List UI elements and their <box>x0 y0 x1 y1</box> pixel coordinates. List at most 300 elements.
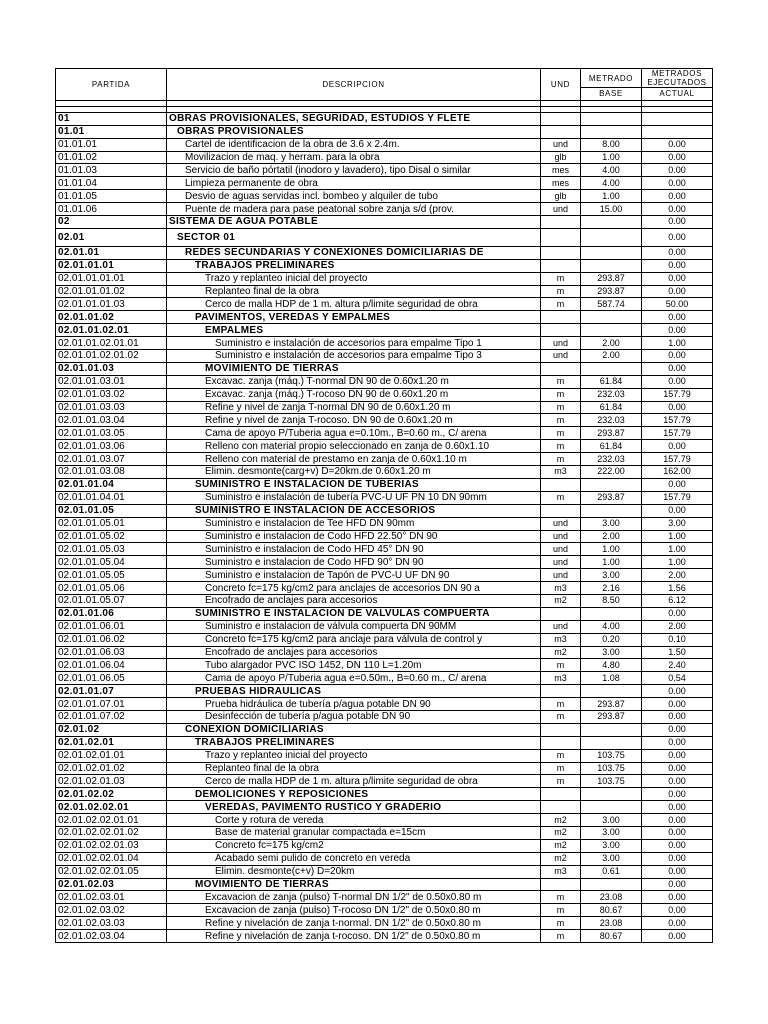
und-cell: m2 <box>541 646 581 659</box>
table-row <box>56 246 713 259</box>
actual-cell: 6.12 <box>642 594 713 607</box>
partida-cell: 01.01 <box>56 125 167 138</box>
base-cell: 103.75 <box>581 762 642 775</box>
descripcion-cell: Refine y nivelación de zanja t-rocoso. DN 1/2" de 0.50x0.80 m <box>167 930 541 943</box>
actual-cell: 0.00 <box>642 788 713 801</box>
und-cell: m3 <box>541 466 581 479</box>
base-cell: 232.03 <box>581 388 642 401</box>
table-row <box>56 852 713 865</box>
und-cell: und <box>541 203 581 216</box>
und-cell: m <box>541 272 581 285</box>
partida-cell: 02.01.01.06.04 <box>56 659 167 672</box>
actual-cell: 0.00 <box>642 814 713 827</box>
partida-cell: 02.01.01.02.01.02 <box>56 350 167 363</box>
descripcion-cell: Cerco de malla HDP de 1 m. altura p/limite seguridad de obra <box>167 775 541 788</box>
table-row <box>56 375 713 388</box>
table-row <box>56 749 713 762</box>
partida-cell: 02.01.01.07.01 <box>56 698 167 711</box>
partida-cell: 02 <box>56 216 167 229</box>
header-actual: ACTUAL <box>642 88 713 101</box>
descripcion-cell: Excavac. zanja (máq.) T-rocoso DN 90 de 0.60x1.20 m <box>167 388 541 401</box>
partida-cell: 02.01.01.03 <box>56 362 167 375</box>
table-row <box>56 762 713 775</box>
base-cell: 293.87 <box>581 272 642 285</box>
actual-cell: 0.00 <box>642 762 713 775</box>
descripcion-cell: Trazo y replanteo inicial del proyecto <box>167 272 541 285</box>
partida-cell: 02.01.01.05.02 <box>56 530 167 543</box>
descripcion-cell: TRABAJOS PRELIMINARES <box>167 736 541 749</box>
base-cell: 80.67 <box>581 904 642 917</box>
und-cell: m <box>541 762 581 775</box>
actual-cell: 0.00 <box>642 723 713 736</box>
table-row <box>56 203 713 216</box>
base-cell: 4.00 <box>581 177 642 190</box>
descripcion-cell: SUMINISTRO E INSTALACION DE VALVULAS COMPUERTA <box>167 607 541 620</box>
und-cell: m <box>541 891 581 904</box>
header-row-top <box>56 69 713 88</box>
descripcion-cell: Desvio de aguas servidas incl. bombeo y alquiler de tubo <box>167 190 541 203</box>
base-cell: 1.00 <box>581 556 642 569</box>
und-cell <box>541 125 581 138</box>
base-cell: 232.03 <box>581 453 642 466</box>
base-cell: 23.08 <box>581 891 642 904</box>
und-cell <box>541 723 581 736</box>
und-cell: m <box>541 427 581 440</box>
partida-cell: 02.01.02.03.02 <box>56 904 167 917</box>
base-cell: 293.87 <box>581 285 642 298</box>
und-cell <box>541 362 581 375</box>
partida-cell: 02.01.02.02.01.03 <box>56 839 167 852</box>
actual-cell: 0.00 <box>642 401 713 414</box>
und-cell: m <box>541 698 581 711</box>
table-row <box>56 633 713 646</box>
partida-cell: 02.01.02.01.03 <box>56 775 167 788</box>
table-row <box>56 337 713 350</box>
table-row <box>56 298 713 311</box>
base-cell <box>581 259 642 272</box>
table-row <box>56 607 713 620</box>
und-cell: glb <box>541 190 581 203</box>
und-cell: m <box>541 749 581 762</box>
actual-cell: 0.00 <box>642 362 713 375</box>
descripcion-cell: Acabado semi pulido de concreto en vereda <box>167 852 541 865</box>
und-cell <box>541 112 581 125</box>
descripcion-cell: DEMOLICIONES Y REPOSICIONES <box>167 788 541 801</box>
base-cell <box>581 324 642 337</box>
actual-cell: 0.00 <box>642 311 713 324</box>
table-row <box>56 272 713 285</box>
actual-cell: 157.79 <box>642 491 713 504</box>
base-cell: 61.84 <box>581 375 642 388</box>
und-cell: m2 <box>541 594 581 607</box>
und-cell: m <box>541 917 581 930</box>
descripcion-cell: SISTEMA DE AGUA POTABLE <box>167 216 541 229</box>
partida-cell: 02.01.01.02 <box>56 311 167 324</box>
und-cell: m3 <box>541 633 581 646</box>
actual-cell: 1.50 <box>642 646 713 659</box>
actual-cell: 0.00 <box>642 272 713 285</box>
descripcion-cell: Suministro e instalacion de válvula compuerta DN 90MM <box>167 620 541 633</box>
base-cell: 3.00 <box>581 814 642 827</box>
metrados-table-body <box>56 69 713 943</box>
base-cell: 2.00 <box>581 350 642 363</box>
base-cell: 587.74 <box>581 298 642 311</box>
partida-cell: 02.01.02.03.03 <box>56 917 167 930</box>
und-cell: m <box>541 401 581 414</box>
base-cell: 0.20 <box>581 633 642 646</box>
partida-cell: 01.01.04 <box>56 177 167 190</box>
partida-cell: 02.01.01.03.07 <box>56 453 167 466</box>
partida-cell: 02.01.01.05.01 <box>56 517 167 530</box>
descripcion-cell: Limpieza permanente de obra <box>167 177 541 190</box>
actual-cell: 0.00 <box>642 775 713 788</box>
partida-cell: 02.01.01.04.01 <box>56 491 167 504</box>
partida-cell: 02.01.01.01.03 <box>56 298 167 311</box>
descripcion-cell: Cama de apoyo P/Tuberia agua e=0.50m., B=0.60 m., C/ arena <box>167 672 541 685</box>
und-cell: m <box>541 440 581 453</box>
partida-cell: 02.01.02.03.01 <box>56 891 167 904</box>
descripcion-cell: Cerco de malla HDP de 1 m. altura p/limite seguridad de obra <box>167 298 541 311</box>
partida-cell: 02.01.01.05.03 <box>56 543 167 556</box>
partida-cell: 01.01.05 <box>56 190 167 203</box>
base-cell: 103.75 <box>581 775 642 788</box>
descripcion-cell: VEREDAS, PAVIMENTO RUSTICO Y GRADERIO <box>167 801 541 814</box>
header-descripcion: DESCRIPCION <box>167 69 541 101</box>
base-cell: 23.08 <box>581 917 642 930</box>
base-cell: 1.00 <box>581 151 642 164</box>
actual-cell: 0.00 <box>642 478 713 491</box>
actual-cell: 1.56 <box>642 582 713 595</box>
actual-cell <box>642 112 713 125</box>
table-row <box>56 350 713 363</box>
und-cell <box>541 504 581 517</box>
actual-cell: 0.00 <box>642 164 713 177</box>
descripcion-cell: Suministro e instalacion de Tee HFD DN 90mm <box>167 517 541 530</box>
table-row <box>56 710 713 723</box>
table-row <box>56 904 713 917</box>
table-row <box>56 878 713 891</box>
und-cell: m3 <box>541 672 581 685</box>
descripcion-cell: CONEXION DOMICILIARIAS <box>167 723 541 736</box>
partida-cell: 01.01.01 <box>56 138 167 151</box>
table-row <box>56 138 713 151</box>
base-cell <box>581 504 642 517</box>
und-cell: m <box>541 930 581 943</box>
actual-cell: 0.00 <box>642 891 713 904</box>
und-cell: m <box>541 659 581 672</box>
table-row <box>56 917 713 930</box>
descripcion-cell: Excavacion de zanja (pulso) T-normal DN 1/2" de 0.50x0.80 m <box>167 891 541 904</box>
descripcion-cell: Encofrado de anclajes para accesorios <box>167 594 541 607</box>
table-row <box>56 324 713 337</box>
base-cell <box>581 216 642 229</box>
table-row <box>56 259 713 272</box>
und-cell <box>541 246 581 259</box>
table-row <box>56 646 713 659</box>
table-row <box>56 556 713 569</box>
descripcion-cell: REDES SECUNDARIAS Y CONEXIONES DOMICILIARIAS DE <box>167 246 541 259</box>
actual-cell: 0.00 <box>642 917 713 930</box>
base-cell: 293.87 <box>581 710 642 723</box>
descripcion-cell: Suministro e instalacion de Codo HFD 22.50° DN 90 <box>167 530 541 543</box>
descripcion-cell: Replanteo final de la obra <box>167 762 541 775</box>
base-cell <box>581 362 642 375</box>
partida-cell: 02.01.01.03.03 <box>56 401 167 414</box>
descripcion-cell: Elimin. desmonte(carg+v) D=20km.de 0.60x1.20 m <box>167 466 541 479</box>
descripcion-cell: Corte y rotura de vereda <box>167 814 541 827</box>
actual-cell: 0.00 <box>642 324 713 337</box>
base-cell: 3.00 <box>581 852 642 865</box>
base-cell: 0.61 <box>581 865 642 878</box>
partida-cell: 02.01.01.01.01 <box>56 272 167 285</box>
actual-cell: 1.00 <box>642 556 713 569</box>
descripcion-cell: MOVIMIENTO DE TIERRAS <box>167 878 541 891</box>
partida-cell: 02.01.02.02 <box>56 788 167 801</box>
actual-cell: 2.00 <box>642 620 713 633</box>
table-row <box>56 736 713 749</box>
partida-cell: 02.01.01.01 <box>56 259 167 272</box>
partida-cell: 02.01.01.03.08 <box>56 466 167 479</box>
table-row <box>56 414 713 427</box>
actual-cell: 0.00 <box>642 504 713 517</box>
table-row <box>56 216 713 229</box>
base-cell: 3.00 <box>581 517 642 530</box>
base-cell <box>581 878 642 891</box>
base-cell: 4.00 <box>581 620 642 633</box>
base-cell: 1.00 <box>581 190 642 203</box>
header-metrados-ejecutados: METRADOS EJECUTADOS <box>642 69 713 88</box>
table-row <box>56 659 713 672</box>
table-row <box>56 801 713 814</box>
partida-cell: 02.01.02.02.01.05 <box>56 865 167 878</box>
actual-cell: 0.00 <box>642 839 713 852</box>
und-cell: und <box>541 543 581 556</box>
descripcion-cell: Cama de apoyo P/Tuberia agua e=0.10m., B=0.60 m., C/ arena <box>167 427 541 440</box>
base-cell: 3.00 <box>581 839 642 852</box>
table-row <box>56 388 713 401</box>
base-cell: 293.87 <box>581 698 642 711</box>
actual-cell <box>642 125 713 138</box>
und-cell: m <box>541 710 581 723</box>
table-row <box>56 285 713 298</box>
table-row <box>56 620 713 633</box>
descripcion-cell: SUMINISTRO E INSTALACION DE TUBERIAS <box>167 478 541 491</box>
actual-cell: 162.00 <box>642 466 713 479</box>
und-cell: m <box>541 388 581 401</box>
descripcion-cell: Encofrado de anclajes para accesorios <box>167 646 541 659</box>
table-row <box>56 427 713 440</box>
descripcion-cell: Elimin. desmonte(c+v) D=20km <box>167 865 541 878</box>
actual-cell: 0.10 <box>642 633 713 646</box>
table-row <box>56 190 713 203</box>
table-row <box>56 569 713 582</box>
actual-cell: 0.00 <box>642 259 713 272</box>
table-row <box>56 311 713 324</box>
table-row <box>56 865 713 878</box>
actual-cell: 0.00 <box>642 190 713 203</box>
actual-cell: 0.00 <box>642 852 713 865</box>
descripcion-cell: Suministro e instalacion de Codo HFD 45° DN 90 <box>167 543 541 556</box>
actual-cell: 50.00 <box>642 298 713 311</box>
partida-cell: 02.01.02.02.01 <box>56 801 167 814</box>
table-row <box>56 491 713 504</box>
base-cell: 8.50 <box>581 594 642 607</box>
und-cell <box>541 685 581 698</box>
und-cell: und <box>541 517 581 530</box>
und-cell: m <box>541 298 581 311</box>
actual-cell: 0.00 <box>642 698 713 711</box>
actual-cell: 1.00 <box>642 543 713 556</box>
und-cell: m <box>541 775 581 788</box>
base-cell: 222.00 <box>581 466 642 479</box>
partida-cell: 02.01.01.05.06 <box>56 582 167 595</box>
base-cell: 61.84 <box>581 440 642 453</box>
header-partida: PARTIDA <box>56 69 167 101</box>
base-cell <box>581 736 642 749</box>
descripcion-cell: Concreto fc=175 kg/cm2 para anclajes de accesorios DN 90 a <box>167 582 541 595</box>
table-row <box>56 177 713 190</box>
partida-cell: 02.01.01.06.03 <box>56 646 167 659</box>
base-cell: 8.00 <box>581 138 642 151</box>
descripcion-cell: Replanteo final de la obra <box>167 285 541 298</box>
actual-cell: 0.00 <box>642 930 713 943</box>
und-cell <box>541 736 581 749</box>
descripcion-cell: Excavacion de zanja (pulso) T-rocoso DN 1/2" de 0.50x0.80 m <box>167 904 541 917</box>
actual-cell: 0.00 <box>642 440 713 453</box>
partida-cell: 02.01.02.02.01.01 <box>56 814 167 827</box>
und-cell <box>541 259 581 272</box>
base-cell <box>581 607 642 620</box>
und-cell <box>541 216 581 229</box>
descripcion-cell: Relleno con material de prestamo en zanja de 0.60x1.10 m <box>167 453 541 466</box>
actual-cell: 2.00 <box>642 569 713 582</box>
descripcion-cell: PAVIMENTOS, VEREDAS Y EMPALMES <box>167 311 541 324</box>
base-cell: 103.75 <box>581 749 642 762</box>
und-cell: mes <box>541 177 581 190</box>
partida-cell: 02.01.01.05.04 <box>56 556 167 569</box>
header-und: UND <box>541 69 581 101</box>
base-cell <box>581 228 642 246</box>
actual-cell: 1.00 <box>642 337 713 350</box>
descripcion-cell: Concreto fc=175 kg/cm2 para anclaje para válvula de control y <box>167 633 541 646</box>
table-row <box>56 517 713 530</box>
partida-cell: 02.01.01.04 <box>56 478 167 491</box>
und-cell <box>541 478 581 491</box>
und-cell: m3 <box>541 582 581 595</box>
actual-cell: 0.00 <box>642 203 713 216</box>
und-cell: glb <box>541 151 581 164</box>
descripcion-cell: Trazo y replanteo inicial del proyecto <box>167 749 541 762</box>
actual-cell: 0.00 <box>642 749 713 762</box>
und-cell: und <box>541 620 581 633</box>
header-metrado: METRADO <box>581 69 642 88</box>
actual-cell: 0.00 <box>642 228 713 246</box>
descripcion-cell: Suministro e instalacion de Codo HFD 90° DN 90 <box>167 556 541 569</box>
base-cell <box>581 125 642 138</box>
base-cell <box>581 723 642 736</box>
descripcion-cell: Cartel de identificacion de la obra de 3.6 x 2.4m. <box>167 138 541 151</box>
base-cell <box>581 788 642 801</box>
und-cell: mes <box>541 164 581 177</box>
und-cell: m <box>541 375 581 388</box>
descripcion-cell: OBRAS PROVISIONALES <box>167 125 541 138</box>
und-cell: und <box>541 337 581 350</box>
descripcion-cell: Movilizacion de maq. y herram. para la obra <box>167 151 541 164</box>
table-row <box>56 826 713 839</box>
base-cell: 80.67 <box>581 930 642 943</box>
table-row <box>56 891 713 904</box>
descripcion-cell: Concreto fc=175 kg/cm2 <box>167 839 541 852</box>
partida-cell: 02.01.02.02.01.04 <box>56 852 167 865</box>
und-cell: m2 <box>541 852 581 865</box>
table-row <box>56 723 713 736</box>
partida-cell: 02.01.01.01.02 <box>56 285 167 298</box>
base-cell: 4.80 <box>581 659 642 672</box>
partida-cell: 02.01.02.01.02 <box>56 762 167 775</box>
und-cell: und <box>541 530 581 543</box>
actual-cell: 0.00 <box>642 246 713 259</box>
actual-cell: 157.79 <box>642 453 713 466</box>
actual-cell: 0.00 <box>642 177 713 190</box>
base-cell: 232.03 <box>581 414 642 427</box>
base-cell: 1.08 <box>581 672 642 685</box>
descripcion-cell: EMPALMES <box>167 324 541 337</box>
und-cell: m <box>541 904 581 917</box>
partida-cell: 02.01.01.06.01 <box>56 620 167 633</box>
partida-cell: 01.01.06 <box>56 203 167 216</box>
header-base: BASE <box>581 88 642 101</box>
partida-cell: 02.01.01.03.06 <box>56 440 167 453</box>
table-row <box>56 453 713 466</box>
table-row <box>56 478 713 491</box>
table-row <box>56 839 713 852</box>
base-cell <box>581 112 642 125</box>
actual-cell: 0.00 <box>642 685 713 698</box>
table-row <box>56 164 713 177</box>
partida-cell: 02.01.01.05 <box>56 504 167 517</box>
actual-cell: 1.00 <box>642 530 713 543</box>
und-cell: m <box>541 453 581 466</box>
partida-cell: 02.01.01.06.05 <box>56 672 167 685</box>
descripcion-cell: Relleno con material propio seleccionado en zanja de 0.60x1.10 <box>167 440 541 453</box>
base-cell: 2.16 <box>581 582 642 595</box>
base-cell: 61.84 <box>581 401 642 414</box>
und-cell <box>541 801 581 814</box>
und-cell <box>541 878 581 891</box>
table-row <box>56 401 713 414</box>
table-row <box>56 151 713 164</box>
descripcion-cell: PRUEBAS HIDRAULICAS <box>167 685 541 698</box>
partida-cell: 02.01.01 <box>56 246 167 259</box>
partida-cell: 02.01.01.03.02 <box>56 388 167 401</box>
partida-cell: 02.01.01.03.05 <box>56 427 167 440</box>
partida-cell: 02.01.01.07 <box>56 685 167 698</box>
und-cell: und <box>541 138 581 151</box>
table-row <box>56 504 713 517</box>
base-cell <box>581 801 642 814</box>
descripcion-cell: Refine y nivelación de zanja t-normal. DN 1/2" de 0.50x0.80 m <box>167 917 541 930</box>
base-cell: 15.00 <box>581 203 642 216</box>
und-cell <box>541 228 581 246</box>
partida-cell: 01.01.03 <box>56 164 167 177</box>
descripcion-cell: Suministro e instalacion de Tapón de PVC-U UF DN 90 <box>167 569 541 582</box>
descripcion-cell: OBRAS PROVISIONALES, SEGURIDAD, ESTUDIOS Y FLETE <box>167 112 541 125</box>
partida-cell: 02.01.02.01 <box>56 736 167 749</box>
partida-cell: 02.01.02.03.04 <box>56 930 167 943</box>
actual-cell: 0.00 <box>642 801 713 814</box>
table-row <box>56 814 713 827</box>
table-row <box>56 582 713 595</box>
